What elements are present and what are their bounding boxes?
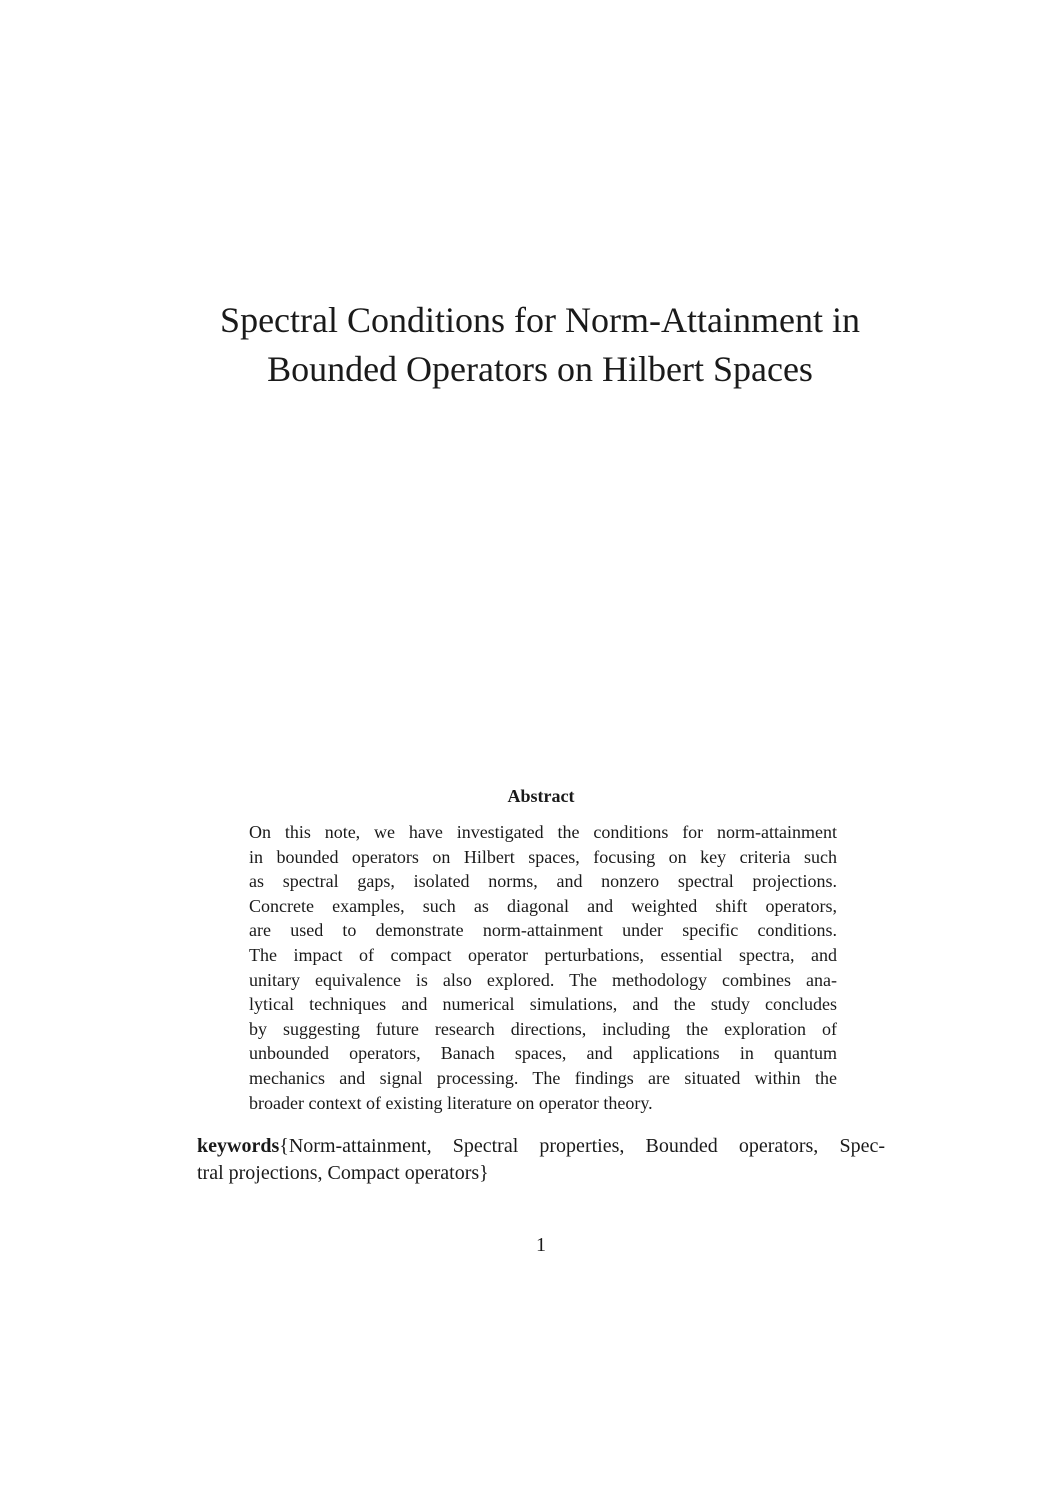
abstract-line: On this note, we have investigated the conditions for norm-attainment	[249, 822, 837, 842]
abstract-line: mechanics and signal processing. The findings are situated within the	[249, 1067, 837, 1088]
keywords-label: keywords	[197, 1135, 280, 1157]
abstract-line: lytical techniques and numerical simulations, and the study concludes	[249, 994, 837, 1015]
abstract-line: unbounded operators, Banach spaces, and applications in quantum	[249, 1043, 837, 1064]
keywords-line-1	[197, 1133, 885, 1160]
abstract-line: as spectral gaps, isolated norms, and nonzero spectral projections.	[249, 871, 837, 892]
keywords-block	[197, 1133, 885, 1187]
abstract-line: in bounded operators on Hilbert spaces, focusing on key criteria such	[249, 846, 837, 867]
abstract-line: are used to demonstrate norm-attainment under specific conditions.	[249, 920, 837, 941]
abstract-heading: Abstract	[507, 786, 575, 806]
abstract-line: unitary equivalence is also explored. The methodology combines ana-	[249, 969, 837, 990]
keywords-text-1: {Norm-attainment, Spectral properties, Bounded operators, Spec-	[279, 1135, 885, 1157]
abstract-line: Concrete examples, such as diagonal and weighted shift operators,	[249, 895, 837, 916]
title-line-1: Spectral Conditions for Norm-Attainment in	[220, 300, 860, 340]
keywords-line-2: tral projections, Compact operators}	[197, 1162, 489, 1184]
abstract-line: by suggesting future research directions, including the exploration of	[249, 1018, 837, 1039]
abstract-body	[249, 820, 837, 1115]
abstract-line: The impact of compact operator perturbations, essential spectra, and	[249, 944, 837, 965]
paper-title	[150, 296, 930, 394]
title-line-2: Bounded Operators on Hilbert Spaces	[267, 349, 813, 389]
abstract-line: broader context of existing literature on operator theory.	[249, 1092, 653, 1113]
page-number: 1	[536, 1234, 546, 1256]
